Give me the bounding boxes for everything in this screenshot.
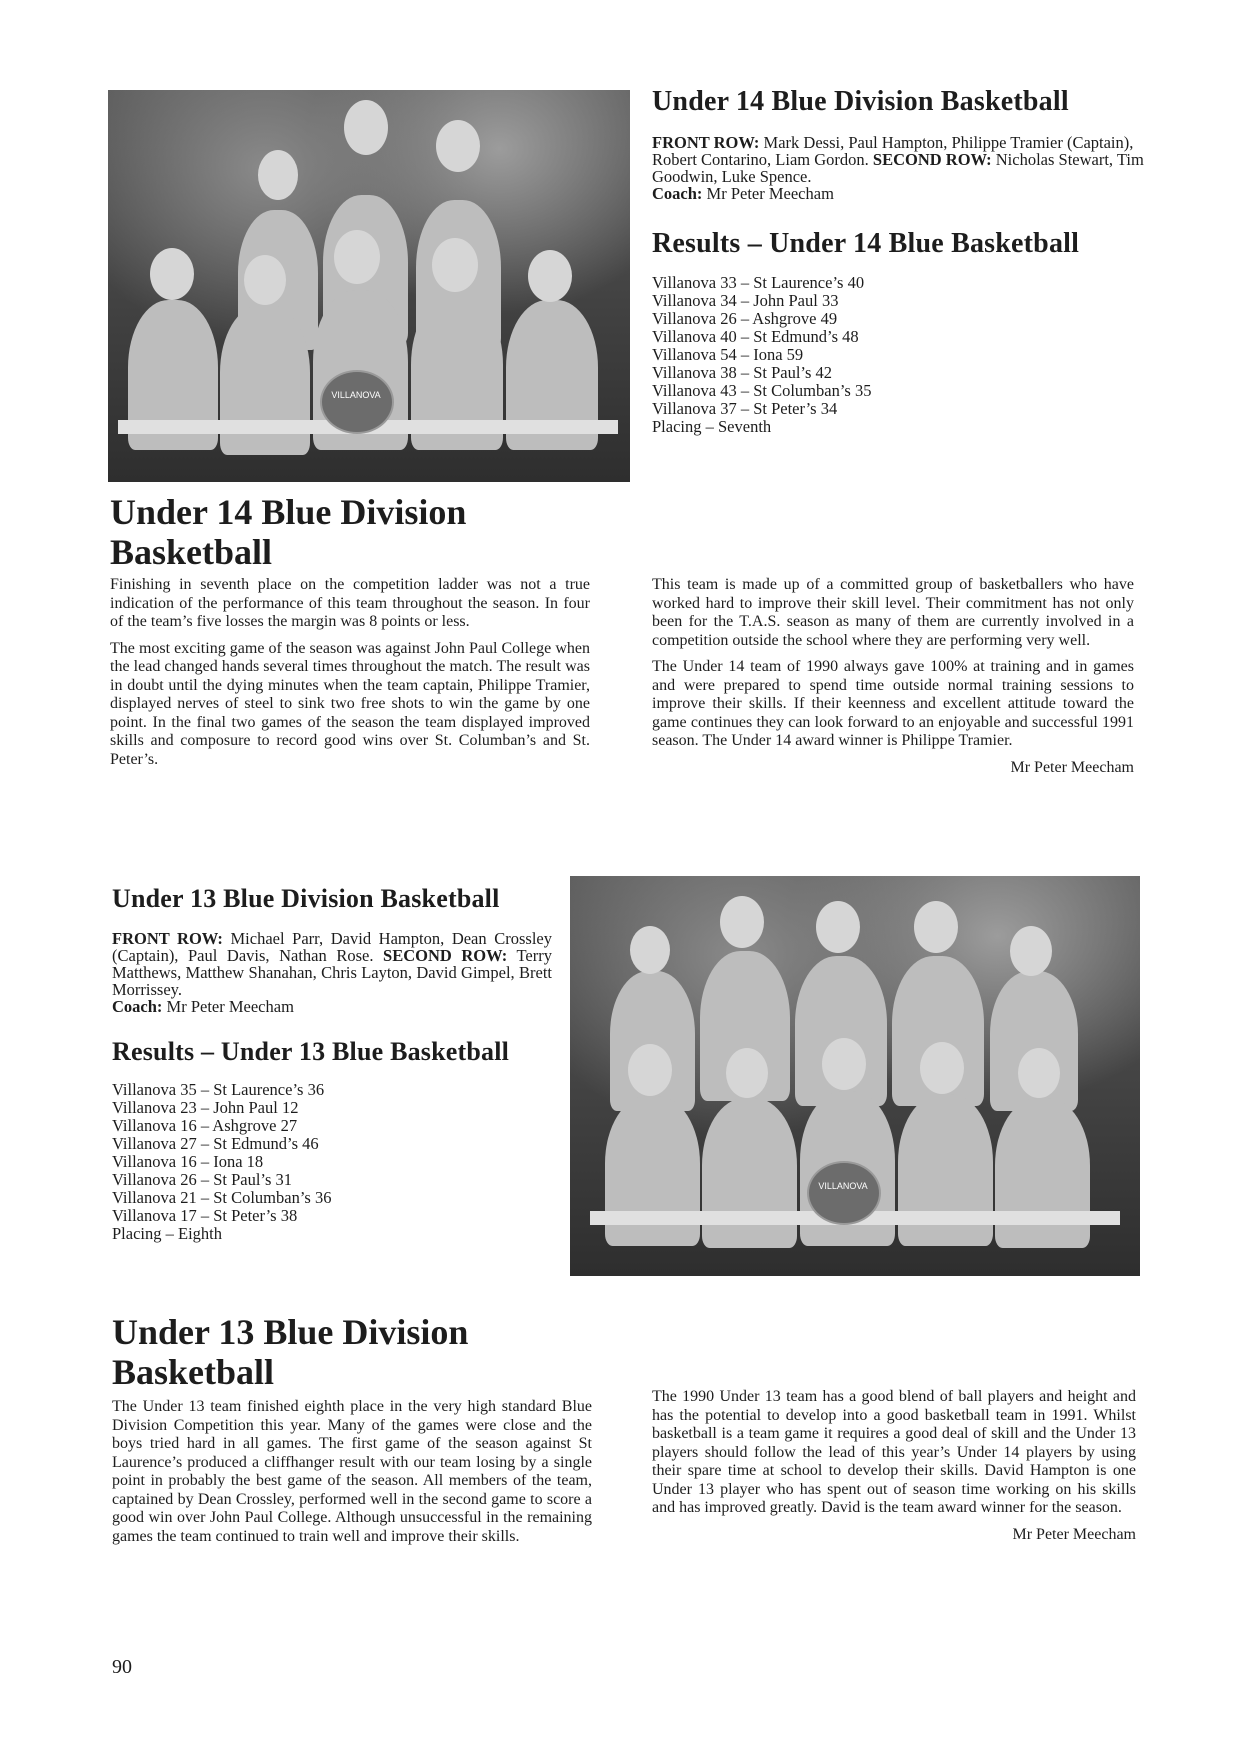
- u14-team-photo: [108, 90, 630, 482]
- u14-second-names: Nicholas Stewart, Tim Goodwin, Luke Spence.: [652, 150, 1144, 186]
- u14-placing: Placing – Seventh: [652, 417, 772, 436]
- u13-result-item: Villanova 23 – John Paul 12: [112, 1098, 299, 1117]
- u13-result-item: Villanova 17 – St Peter’s 38: [112, 1206, 298, 1225]
- u13-results-list: [112, 1081, 552, 1243]
- u14-front-label: FRONT ROW:: [652, 133, 760, 152]
- u13-article-right: [652, 1388, 1136, 1544]
- u14-section-title: Under 14 Blue Division Basketball: [652, 86, 1069, 117]
- u13-coach-name: Mr Peter Meecham: [166, 997, 294, 1016]
- u14-article-right: [652, 576, 1134, 777]
- u14-results-list: [652, 274, 1152, 436]
- u13-result-item: Villanova 26 – St Paul’s 31: [112, 1170, 293, 1189]
- u13-signature: Mr Peter Meecham: [1012, 1525, 1136, 1543]
- u13-photo-caption: [112, 930, 552, 1015]
- u14-result-item: Villanova 33 – St Laurence’s 40: [652, 273, 865, 292]
- u13-results-title: Results – Under 13 Blue Basketball: [112, 1037, 510, 1066]
- u13-article-title: [112, 1312, 632, 1392]
- u14-result-item: Villanova 40 – St Edmund’s 48: [652, 327, 859, 346]
- u13-ball-text: VILLANOVA: [818, 1181, 868, 1191]
- u13-article-left: [112, 1398, 592, 1554]
- u14-photo-caption: [652, 134, 1152, 202]
- u14-front-names: Mark Dessi, Paul Hampton, Philippe Tramier (Captain), Robert Contarino, Liam Gordon.: [652, 133, 1134, 169]
- u14-article-title-line2: Basketball: [110, 532, 273, 572]
- u13-result-item: Villanova 16 – Ashgrove 27: [112, 1116, 298, 1135]
- u13-second-names: Terry Matthews, Matthew Shanahan, Chris Layton, David Gimpel, Brett Morrissey.: [112, 946, 552, 999]
- u13-result-item: Villanova 21 – St Columban’s 36: [112, 1188, 332, 1207]
- u14-article-title: [110, 492, 630, 572]
- u13-placing: Placing – Eighth: [112, 1224, 222, 1243]
- u13-front-names: Michael Parr, David Hampton, Dean Crossley (Captain), Paul Davis, Nathan Rose.: [112, 929, 552, 965]
- page-number: 90: [112, 1656, 132, 1678]
- u13-result-item: Villanova 16 – Iona 18: [112, 1152, 264, 1171]
- u13-result-item: Villanova 27 – St Edmund’s 46: [112, 1134, 319, 1153]
- u13-article-title-line2: Basketball: [112, 1352, 275, 1392]
- u14-result-item: Villanova 54 – Iona 59: [652, 345, 804, 364]
- u14-result-item: Villanova 38 – St Paul’s 42: [652, 363, 833, 382]
- u13-front-label: FRONT ROW:: [112, 929, 223, 948]
- u13-result-item: Villanova 35 – St Laurence’s 36: [112, 1080, 325, 1099]
- u14-results-title: Results – Under 14 Blue Basketball: [652, 228, 1080, 259]
- u13-paragraph: The Under 13 team finished eighth place in the very high standard Blue Division Competition this year. Many of the games were close and the boys tried hard in all games. The first game of the season against St Laurence’s produced a cliffhanger result with our team losing by a single point in probably the best game of the season. All members of the team, captained by Dean Crossley, performed well in the second game to score a good win over John Paul College. Although unsuccessful in the remaining games the team continued to train well and improve their skills.: [112, 1398, 592, 1545]
- u13-second-label: SECOND ROW:: [383, 946, 508, 965]
- u14-article-left: [110, 576, 590, 777]
- u14-paragraph: The most exciting game of the season was against John Paul College when the lead changed hands several times throughout the match. The result was in doubt until the dying minutes when the team captain, Philippe Tramier, displayed nerves of steel to sink two free shots to win the game by one point. In the final two games of the season the team displayed improved skills and composure to record good wins over St. Columban’s and St. Peter’s.: [110, 639, 590, 768]
- u13-paragraph: The 1990 Under 13 team has a good blend of ball players and height and has the potential to develop into a good basketball team in 1991. Whilst basketball is a team game it requires a good deal of skill and the Under 13 players should follow the lead of this year’s Under 14 players by using their spare time at school to develop their skills. David Hampton is one Under 13 player who has spent out of season time working on his skills and has improved greatly. David is the team award winner for the season.: [652, 1388, 1136, 1516]
- u13-coach-label: Coach:: [112, 997, 163, 1016]
- u14-paragraph: This team is made up of a committed group of basketballers who have worked hard to improve their skill level. Their commitment has not only been for the T.A.S. season as many of them are currently involved in a competition outside the school where they are performing very well.: [652, 576, 1134, 649]
- u14-second-label: SECOND ROW:: [872, 150, 992, 169]
- u14-result-item: Villanova 43 – St Columban’s 35: [652, 381, 872, 400]
- u13-team-photo: [570, 876, 1140, 1276]
- u14-paragraph: Finishing in seventh place on the competition ladder was not a true indication of the performance of this team throughout the season. In four of the team’s five losses the margin was 8 points or less.: [110, 576, 590, 630]
- u14-result-item: Villanova 26 – Ashgrove 49: [652, 309, 838, 328]
- u14-coach-name: Mr Peter Meecham: [706, 184, 834, 203]
- u14-signature: Mr Peter Meecham: [1010, 758, 1134, 776]
- u14-paragraph: The Under 14 team of 1990 always gave 100% at training and in games and were prepared to spend time outside normal training sessions to improve their skills. If their keenness and excellent attitude toward the game continues they can look forward to an enjoyable and successful 1991 season. The Under 14 award winner is Philippe Tramier.: [652, 658, 1134, 749]
- u13-section-title: Under 13 Blue Division Basketball: [112, 884, 500, 913]
- u14-result-item: Villanova 34 – John Paul 33: [652, 291, 839, 310]
- u13-article-title-line1: Under 13 Blue Division: [112, 1312, 469, 1352]
- u14-article-title-line1: Under 14 Blue Division: [110, 492, 467, 532]
- u14-result-item: Villanova 37 – St Peter’s 34: [652, 399, 838, 418]
- u14-coach-label: Coach:: [652, 184, 703, 203]
- u14-ball-text: VILLANOVA: [331, 390, 381, 400]
